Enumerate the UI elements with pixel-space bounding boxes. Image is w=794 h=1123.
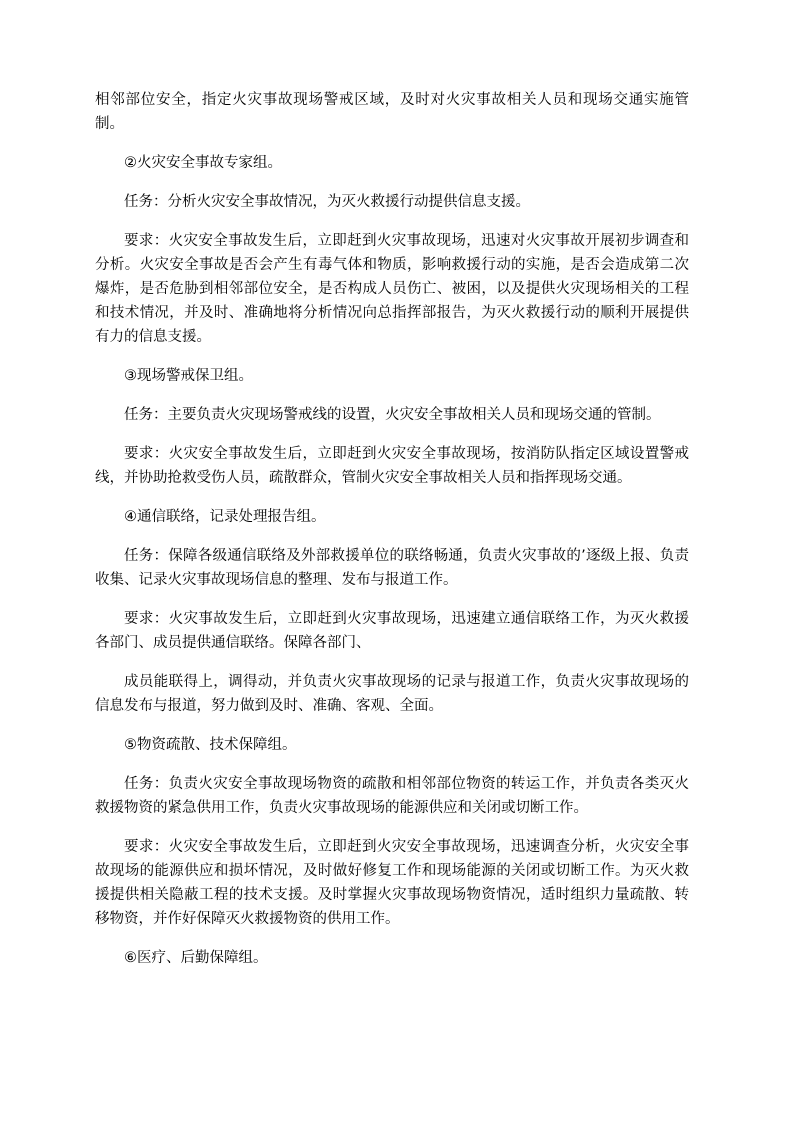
- document-page: [95, 88, 689, 985]
- paragraph-expert-requirement: 要求：火灾安全事故发生后，立即赶到火灾事故现场，迅速对火灾事故开展初步调查和分析。火灾安全事故是否会产生有毒气体和物质，影响救援行动的实施，是否会造成第二次爆炸，是否危胁到相邻部位安全，是否构成人员伤亡、被困，以及提供火灾现场相关的工程和技术情况，并及时、准确地将分析情况向总指挥部报告，为灭火救援行动的顺利开展提供有力的信息支援。: [95, 233, 689, 345]
- section-heading-medical-group: ⑥医疗、后勤保障组。: [124, 950, 268, 966]
- section-heading-expert-group: ②火灾安全事故专家组。: [124, 155, 282, 171]
- paragraph-communication-task: 任务：保障各级通信联络及外部救援单位的联络畅通，负责火灾事故的’逐级上报、负责收集、记录火灾事故现场信息的整理、发布与报道工作。: [95, 548, 689, 588]
- paragraph-intro-continuation: 相邻部位安全，指定火灾事故现场警戒区域，及时对火灾事故相关人员和现场交通实施管制。: [95, 92, 689, 132]
- paragraph-expert-task: 任务：分析火灾安全事故情况，为灭火救援行动提供信息支援。: [124, 194, 530, 210]
- paragraph-guard-task: 任务：主要负责火灾现场警戒线的设置，火灾安全事故相关人员和现场交通的管制。: [124, 407, 661, 423]
- paragraph-communication-requirement-continued: 成员能联得上，调得动，并负责火灾事故现场的记录与报道工作，负责火灾事故现场的信息发布与报道，努力做到及时、准确、客观、全面。: [95, 674, 689, 714]
- paragraph-material-task: 任务：负责火灾安全事故现场物资的疏散和相邻部位物资的转运工作，并负责各类灭火救援物资的紧急供用工作，负责火灾事故现场的能源供应和关闭或切断工作。: [95, 776, 689, 816]
- paragraph-material-requirement: 要求：火灾安全事故发生后，立即赶到火灾安全事故现场，迅速调查分析，火灾安全事故现场的能源供应和损坏情况，及时做好修复工作和现场能源的关闭或切断工作。为灭火救援提供相关隐蔽工程的技术支援。及时掌握火灾事故现场物资情况，适时组织力量疏散、转移物资，并作好保障灭火救援物资的供用工作。: [95, 839, 689, 927]
- paragraph-communication-requirement: 要求：火灾事故发生后，立即赶到火灾事故现场，迅速建立通信联络工作，为灭火救援各部门、成员提供通信联络。保障各部门、: [95, 611, 689, 651]
- section-heading-guard-group: ③现场警戒保卫组。: [124, 368, 253, 384]
- section-heading-communication-group: ④通信联络，记录处理报告组。: [124, 509, 326, 525]
- section-heading-material-group: ⑤物资疏散、技术保障组。: [124, 737, 297, 753]
- paragraph-guard-requirement: 要求：火灾安全事故发生后，立即赶到火灾安全事故现场，按消防队指定区域设置警戒线，并协助抢救受伤人员，疏散群众，管制火灾安全事故相关人员和指挥现场交通。: [95, 446, 689, 486]
